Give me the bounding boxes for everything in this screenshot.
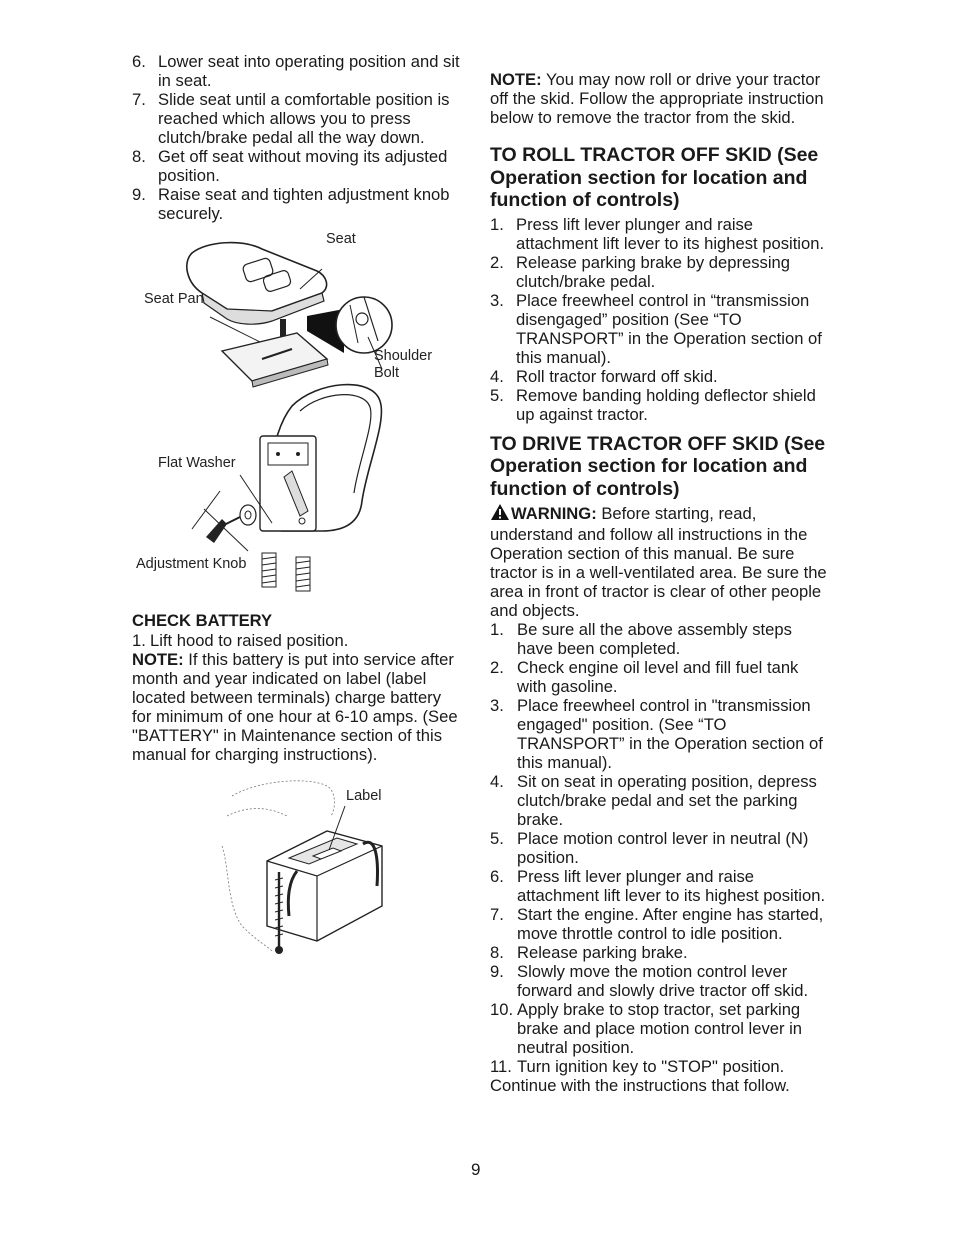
list-item: 5. Place motion control lever in neutral (N) position.	[490, 829, 809, 867]
list-item: 8. Release parking brake.	[490, 943, 688, 962]
list-item: 7. Slide seat until a comfortable position is reached which allows you to press clutch/brake pedal all the way down.	[132, 90, 450, 147]
right-column	[490, 70, 828, 1095]
list-item: 3. Place freewheel control in "transmission engaged" position. (See “TO TRANSPORT” in the Operation section of this manual).	[490, 696, 823, 772]
roll-tractor-steps	[490, 215, 828, 424]
battery-label-callout: Label	[346, 788, 382, 804]
seat-assembly-figure	[132, 231, 462, 606]
intro-note: NOTE: You may now roll or drive your tractor off the skid. Follow the appropriate instruction below to remove the tractor from the skid.	[490, 70, 824, 127]
list-item: 10. Apply brake to stop tractor, set parking brake and place motion control lever in neutral position.	[490, 1000, 803, 1057]
battery-steps	[132, 631, 462, 650]
page-number: 9	[471, 1160, 481, 1179]
left-column	[132, 52, 462, 961]
shoulder-label: Shoulder	[374, 348, 433, 364]
battery-drawing	[217, 776, 417, 961]
flat-washer-label: Flat Washer	[158, 455, 236, 471]
list-item: 1. Lift hood to raised position.	[132, 631, 349, 650]
warning-paragraph: WARNING: Before starting, read, understand and follow all instructions in the Operation section of this manual. Be sure tractor is in a well-ventilated area. Be sure the area in front of tractor is clear of other people and objects.	[490, 504, 827, 620]
list-item: 7. Start the engine. After engine has started, move throttle control to idle position.	[490, 905, 824, 943]
roll-tractor-heading: TO ROLL TRACTOR OFF SKID (See Operation section for location and function of controls)	[490, 144, 819, 211]
drive-tractor-heading: TO DRIVE TRACTOR OFF SKID (See Operation section for location and function of controls)	[490, 432, 826, 500]
bolt-label: Bolt	[374, 365, 399, 381]
seat-pan-label: Seat Pan	[144, 291, 204, 307]
list-item: 4. Roll tractor forward off skid.	[490, 366, 718, 386]
drive-tractor-steps	[490, 620, 828, 1076]
list-item: 8. Get off seat without moving its adjusted position.	[132, 147, 448, 185]
list-item: 9. Slowly move the motion control lever forward and slowly drive tractor off skid.	[490, 962, 809, 1000]
list-item: 1. Be sure all the above assembly steps have been completed.	[490, 620, 792, 658]
list-item: 11. Turn ignition key to "STOP" position.	[490, 1057, 785, 1076]
list-item: 5. Remove banding holding deflector shield up against tractor.	[490, 385, 816, 424]
list-item: 9. Raise seat and tighten adjustment knob securely.	[132, 185, 450, 223]
list-item: 2. Check engine oil level and fill fuel tank with gasoline.	[490, 658, 799, 696]
list-item: 1. Press lift lever plunger and raise attachment lift lever to its highest position.	[490, 214, 825, 253]
list-item: 6. Lower seat into operating position and sit in seat.	[132, 52, 460, 90]
battery-note: NOTE: If this battery is put into service after month and year indicated on label (label located between terminals) charge battery for minimum of one hour at 6-10 amps. (See "BATTERY" in Maintenance section of this manual for charging instructions).	[132, 650, 458, 764]
list-item: 4. Sit on seat in operating position, depress clutch/brake pedal and set the parking brake.	[490, 772, 817, 829]
list-item: 2. Release parking brake by depressing clutch/brake pedal.	[490, 252, 790, 291]
list-item: 6. Press lift lever plunger and raise attachment lift lever to its highest position.	[490, 867, 826, 905]
seat-adjustment-steps	[132, 52, 462, 223]
adjustment-knob-label: Adjustment Knob	[136, 556, 247, 572]
check-battery-section	[132, 611, 462, 764]
seat-assembly-drawing	[132, 231, 462, 606]
list-item: 3. Place freewheel control in “transmission disengaged” position (See “TO TRANSPORT” in the Operation section of this manual).	[490, 290, 822, 367]
warning-triangle-icon	[490, 503, 510, 525]
seat-label: Seat	[326, 231, 356, 247]
check-battery-heading: CHECK BATTERY	[132, 611, 273, 630]
closing-text: Continue with the instructions that follow.	[490, 1076, 790, 1095]
